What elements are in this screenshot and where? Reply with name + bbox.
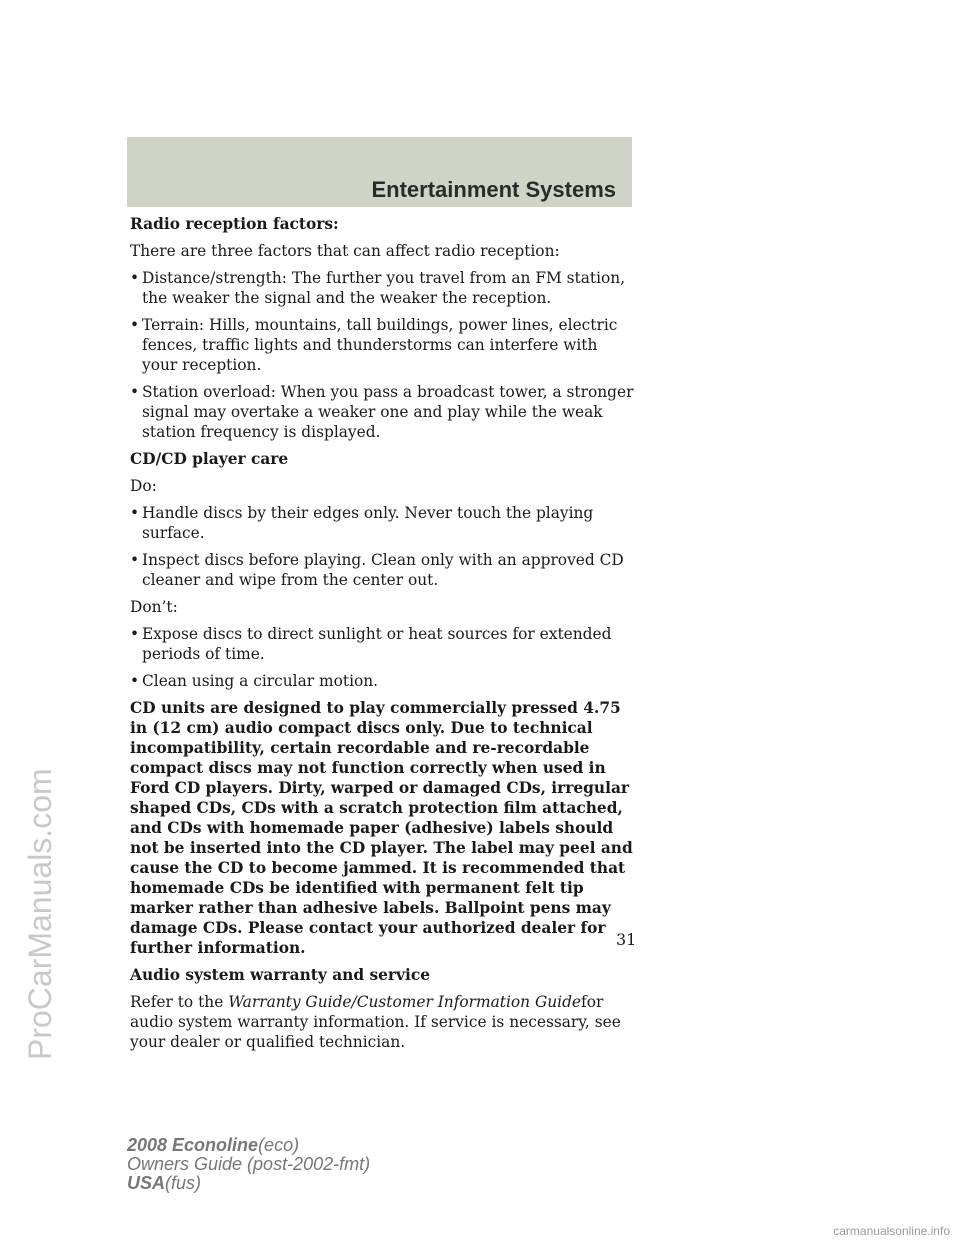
footer-guide: Owners Guide (post-2002-fmt) xyxy=(127,1154,371,1174)
footer-market: USA xyxy=(127,1173,166,1193)
bullet-text: Expose discs to direct sunlight or heat sources for extended periods of time. xyxy=(142,625,612,663)
header-band xyxy=(127,137,632,207)
bullet-text: Distance/strength: The further you travel from an FM station, the weaker the signal and the weaker the reception. xyxy=(142,269,626,307)
warranty-text-after: for audio system warranty information. If service is necessary, see your dealer or qualified technician. xyxy=(130,993,621,1051)
document-footer xyxy=(127,1136,370,1193)
section-title: Entertainment Systems xyxy=(371,177,616,202)
bullet-item: • Distance/strength: The further you travel from an FM station, the weaker the signal and the weaker the reception. xyxy=(130,269,626,307)
footer-market-code: (fus) xyxy=(165,1173,202,1193)
footer-model: 2008 Econoline xyxy=(127,1135,259,1155)
reception-heading: Radio reception factors: xyxy=(130,215,339,233)
footer-model-code: (eco) xyxy=(258,1135,300,1155)
bullet-text: Handle discs by their edges only. Never touch the playing surface. xyxy=(142,504,594,542)
bullet-text: Inspect discs before playing. Clean only with an approved CD cleaner and wipe from the center out. xyxy=(142,551,624,589)
warranty-guide-title: Warranty Guide/Customer Information Guide xyxy=(228,993,582,1011)
bullet-text: Clean using a circular motion. xyxy=(142,672,379,690)
bullet-item: • Station overload: When you pass a broadcast tower, a stronger signal may overtake a weaker one and play while the weak station frequency is displayed. xyxy=(130,383,634,441)
do-label: Do: xyxy=(130,477,157,495)
reception-intro: There are three factors that can affect radio reception: xyxy=(130,242,560,260)
watermark-text: ProCarManuals.com xyxy=(22,768,58,1060)
cd-warning-paragraph: CD units are designed to play commercially pressed 4.75 in (12 cm) audio compact discs only. Due to technical incompatibility, certain recordable and re-recordable compact discs may not function correctly when used in Ford CD players. Dirty, warped or damaged CDs, irregular shaped CDs, CDs with a scratch protection film attached, and CDs with homemade paper (adhesive) labels should not be inserted into the CD player. The label may peel and cause the CD to become jammed. It is recommended that homemade CDs be identified with permanent felt tip marker rather than adhesive labels. Ballpoint pens may damage CDs. Please contact your authorized dealer for further information. xyxy=(130,699,633,957)
bullet-text: Terrain: Hills, mountains, tall buildings, power lines, electric fences, traffic lights and thunderstorms can interfere with your reception. xyxy=(142,316,618,374)
site-logo: carmanualsonline.info xyxy=(833,1224,950,1238)
warranty-heading: Audio system warranty and service xyxy=(130,966,430,984)
bullet-item: • Expose discs to direct sunlight or heat sources for extended periods of time. xyxy=(130,625,612,663)
page-content xyxy=(130,214,635,1059)
page-number: 31 xyxy=(616,930,637,949)
bullet-text: Station overload: When you pass a broadcast tower, a stronger signal may overtake a weaker one and play while the weak station frequency is displayed. xyxy=(142,383,634,441)
bullet-item: • Inspect discs before playing. Clean only with an approved CD cleaner and wipe from the center out. xyxy=(130,551,624,589)
bullet-item: • Clean using a circular motion. xyxy=(130,672,379,690)
bullet-item: • Terrain: Hills, mountains, tall buildings, power lines, electric fences, traffic lights and thunderstorms can interfere with your reception. xyxy=(130,316,618,374)
warranty-paragraph xyxy=(130,992,635,1052)
bullet-item: • Handle discs by their edges only. Never touch the playing surface. xyxy=(130,504,594,542)
warranty-text-before: Refer to the xyxy=(130,993,229,1011)
dont-label: Don’t: xyxy=(130,598,178,616)
care-heading: CD/CD player care xyxy=(130,450,289,468)
